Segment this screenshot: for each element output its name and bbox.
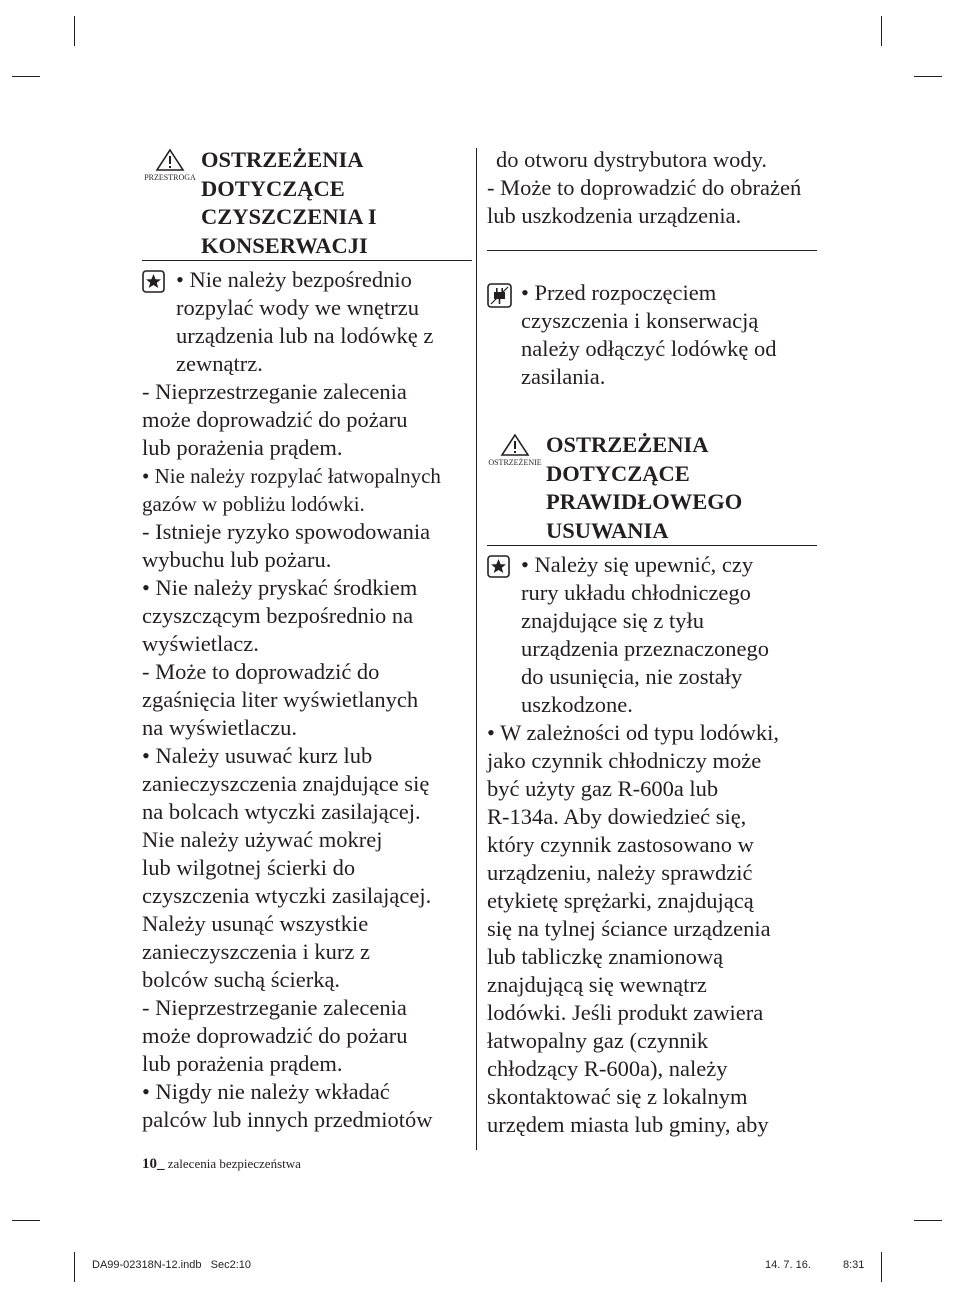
- heading-line: OSTRZEŻENIA: [546, 432, 709, 457]
- text-line: palców lub innych przedmiotów: [142, 1107, 433, 1132]
- text-line: Należy usunąć wszystkie: [142, 911, 369, 936]
- text-line: zasilania.: [521, 364, 606, 389]
- text-line: na wyświetlaczu.: [142, 715, 297, 740]
- paragraph: [487, 174, 817, 230]
- text-line: zgaśnięcia liter wyświetlanych: [142, 687, 419, 712]
- text-line: Nie należy używać mokrej: [142, 827, 383, 852]
- text-line: wybuchu lub pożaru.: [142, 547, 332, 572]
- text-line: • Nigdy nie należy wkładać: [142, 1079, 390, 1104]
- text-line: znajdujące się z tyłu: [521, 608, 705, 633]
- note-paragraph: [487, 551, 817, 719]
- text-line: do otworu dystrybutora wody.: [496, 147, 768, 172]
- text-line: się na tylnej ściance urządzenia: [487, 916, 771, 941]
- column-divider: [476, 148, 477, 1150]
- crop-mark: [914, 76, 942, 77]
- text-line: lodówki. Jeśli produkt zawiera: [487, 1000, 764, 1025]
- warning-label: OSTRZEŻENIE: [488, 458, 542, 467]
- text-line: wyświetlacz.: [142, 631, 259, 656]
- section-name: zalecenia bezpieczeństwa: [167, 1156, 301, 1171]
- section-heading-cleaning: [142, 146, 472, 261]
- crop-mark: [881, 1252, 882, 1282]
- section-divider: [487, 250, 817, 251]
- text-line: • Nie należy bezpośrednio: [176, 267, 412, 292]
- text-line: lub tabliczkę znamionową: [487, 944, 724, 969]
- paragraph: [142, 994, 472, 1078]
- heading-line: DOTYCZĄCE: [546, 460, 690, 486]
- text-line: na bolcach wtyczki zasilającej.: [142, 799, 421, 824]
- star-note-icon: [487, 555, 510, 578]
- text-line: który czynnik zastosowano w: [487, 832, 754, 857]
- text-line: urządzeniu, należy sprawdzić: [487, 860, 753, 885]
- left-column: [142, 146, 472, 1134]
- text-line: gazów w pobliżu lodówki.: [142, 492, 365, 516]
- text-line: rury układu chłodniczego: [521, 580, 751, 605]
- right-column: [487, 146, 817, 1139]
- warning-badge: [487, 431, 543, 468]
- text-line: urządzenia przeznaczonego: [521, 636, 769, 661]
- text-line: bolców suchą ścierką.: [142, 967, 341, 992]
- crop-mark: [74, 1252, 75, 1282]
- text-line: rozpylać wody we wnętrzu: [176, 295, 420, 320]
- text-line: może doprowadzić do pożaru: [142, 407, 408, 432]
- text-line: uszkodzone.: [521, 692, 633, 717]
- paragraph: [487, 719, 817, 1139]
- text-line: • Nie należy pryskać środkiem: [142, 575, 418, 600]
- star-note-icon: [142, 270, 165, 293]
- heading-line: DOTYCZĄCE: [201, 175, 345, 201]
- heading-line: OSTRZEŻENIA: [201, 147, 364, 172]
- text-line: zewnątrz.: [176, 351, 263, 376]
- heading-line: CZYSZCZENIA I: [201, 204, 377, 229]
- text-line: - Istnieje ryzyko spowodowania: [142, 519, 431, 544]
- text-line: urządzenia lub na lodówkę z: [176, 323, 434, 348]
- crop-mark: [12, 76, 40, 77]
- text-line: zanieczyszczenia znajdujące się: [142, 771, 430, 796]
- text-line: jako czynnik chłodniczy może: [487, 748, 762, 773]
- crop-mark: [74, 16, 75, 46]
- text-line: - Nieprzestrzeganie zalecenia: [142, 379, 407, 404]
- paragraph: [142, 742, 472, 994]
- text-line: urzędem miasta lub gminy, aby: [487, 1112, 769, 1137]
- text-line: zanieczyszczenia i kurz z: [142, 939, 370, 964]
- page-footer: [142, 1156, 301, 1173]
- text-line: należy odłączyć lodówkę od: [521, 336, 777, 361]
- text-line: etykietę sprężarki, znajdującą: [487, 888, 754, 913]
- warning-triangle-icon: [500, 433, 530, 457]
- print-slug-date: 14. 7. 16.: [765, 1259, 811, 1271]
- text-line: - Nieprzestrzeganie zalecenia: [142, 995, 407, 1020]
- text-line: czyszczenia i konserwacją: [521, 308, 759, 333]
- crop-mark: [881, 16, 882, 46]
- paragraph: [487, 146, 817, 174]
- text-line: czyszczącym bezpośrednio na: [142, 603, 414, 628]
- heading-line: KONSERWACJI: [201, 232, 368, 258]
- text-line: • W zależności od typu lodówki,: [487, 720, 779, 745]
- text-line: • Należy usuwać kurz lub: [142, 743, 373, 768]
- text-line: chłodzący R-600a), należy: [487, 1056, 728, 1081]
- text-line: czyszczenia wtyczki zasilającej.: [142, 883, 432, 908]
- warning-badge: [142, 146, 198, 183]
- text-line: • Nie należy rozpylać łatwopalnych: [142, 464, 441, 488]
- text-line: R-134a. Aby dowiedzieć się,: [487, 804, 747, 829]
- text-line: - Może to doprowadzić do obrażeń: [487, 175, 802, 200]
- print-slug-time: 8:31: [843, 1259, 865, 1271]
- crop-mark: [12, 1220, 40, 1221]
- text-line: lub porażenia prądem.: [142, 1051, 343, 1076]
- crop-mark: [914, 1220, 942, 1221]
- warning-label: PRZESTROGA: [144, 173, 196, 182]
- text-line: łatwopalny gaz (czynnik: [487, 1028, 709, 1053]
- warning-triangle-icon: [155, 148, 185, 172]
- text-line: lub porażenia prądem.: [142, 435, 343, 460]
- text-line: może doprowadzić do pożaru: [142, 1023, 408, 1048]
- paragraph: [142, 378, 472, 462]
- text-line: • Przed rozpoczęciem: [521, 280, 717, 305]
- note-paragraph: [142, 266, 472, 378]
- paragraph: [142, 1078, 472, 1134]
- heading-line: USUWANIA: [546, 517, 669, 543]
- text-line: lub uszkodzenia urządzenia.: [487, 203, 742, 228]
- text-line: znajdującą się wewnątrz: [487, 972, 707, 997]
- text-line: lub wilgotnej ścierki do: [142, 855, 356, 880]
- paragraph: [142, 574, 472, 658]
- heading-line: PRAWIDŁOWEGO: [546, 489, 743, 514]
- page-number: 10_: [142, 1156, 165, 1172]
- unplug-icon: [487, 283, 510, 306]
- text-line: - Może to doprowadzić do: [142, 659, 380, 684]
- section-heading-disposal: [487, 431, 817, 546]
- unplug-paragraph: [487, 279, 817, 391]
- print-slug-file: DA99-02318N-12.indb Sec2:10: [92, 1259, 251, 1271]
- paragraph: [142, 462, 472, 518]
- paragraph: [142, 658, 472, 742]
- text-line: skontaktować się z lokalnym: [487, 1084, 748, 1109]
- text-line: • Należy się upewnić, czy: [521, 552, 754, 577]
- paragraph: [142, 518, 472, 574]
- text-line: do usunięcia, nie zostały: [521, 664, 743, 689]
- text-line: być użyty gaz R-600a lub: [487, 776, 719, 801]
